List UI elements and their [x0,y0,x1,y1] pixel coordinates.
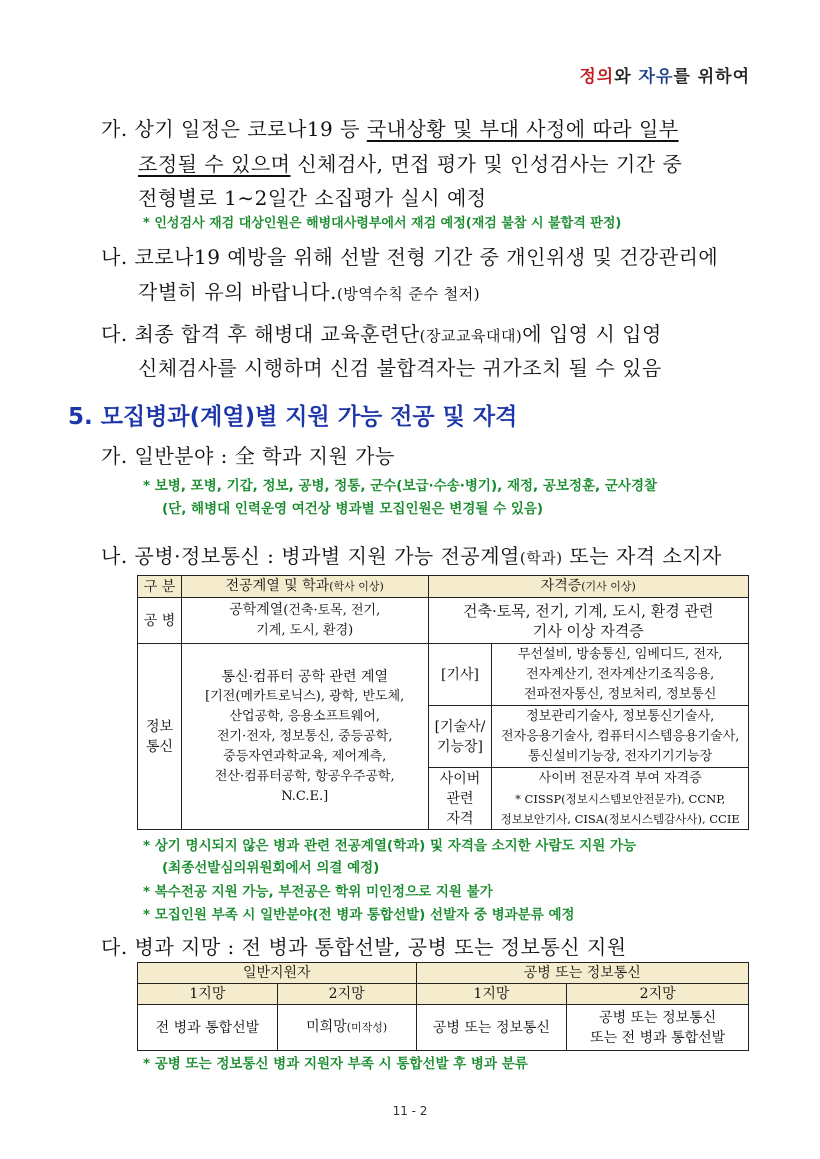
section5-da: 다. 병과 지망 : 전 병과 통합선발, 공병 또는 정보통신 지원 [101,935,627,959]
section5-na-note3: * 모집인원 부족 시 일반분야(전 병과 통합선발) 선발자 중 병과분류 예정 [143,907,575,923]
subheader-choice2-general: 2지망 [277,984,416,1005]
table-row-engineer [138,598,749,644]
section5-da-note: * 공병 또는 정보통신 병과 지원자 부족 시 통합선발 후 병과 분류 [143,1056,528,1072]
note-ga-line3: 전형별로 1∼2일간 소집평가 실시 예정 [138,186,487,210]
value-choice1-general: 전 병과 통합선발 [138,1005,278,1051]
choice-value-row [138,1005,749,1051]
branch-choice-table [137,962,749,1051]
value-choice2-general: 미희망(미작성) [277,1005,416,1051]
note-da-line2: 신체검사를 시행하며 신검 불합격자는 귀가조치 될 수 있음 [138,356,662,380]
section5-title: 5. 모집병과(계열)별 지원 가능 전공 및 자격 [68,404,518,430]
choice-header-row [138,963,749,984]
header-division: 구 분 [138,576,182,598]
gisa-label: [기사] [428,644,492,706]
header-major: 전공계열 및 학과(학사 이상) [181,576,428,598]
row-label-engineer: 공 병 [138,598,182,644]
table-header-row [138,576,749,598]
subheader-choice2-eng: 2지망 [567,984,749,1005]
section5-ga-note2: (단, 해병대 인력운영 여건상 병과별 모집인원은 변경될 수 있음) [162,501,544,517]
gisulsa-label: [기술사/ 기능장] [428,706,492,768]
value-choice1-eng: 공병 또는 정보통신 [416,1005,567,1051]
note-na-line2: 각별히 유의 바랍니다.(방역수칙 준수 철저) [138,280,481,304]
section5-ga-note1: * 보병, 포병, 기갑, 정보, 공병, 정통, 군수(보급·수송·병기), 재정, 공보정훈, 군사경찰 [143,478,658,494]
section5-na-note1: * 상기 명시되지 않은 병과 관련 전공계열(학과) 및 자격을 소지한 사람도 지원 가능 [143,838,637,854]
page-number: 11 - 2 [392,1104,428,1118]
gisa-list: 무선설비, 방송통신, 임베디드, 전자, 전자계산기, 전자계산기조직응용, 전파전자통신, 정보처리, 정보통신 [492,644,749,706]
note-da-line1: 다. 최종 합격 후 해병대 교육훈련단(장교교육대대)에 입영 시 입영 [101,322,662,346]
subheader-choice1-eng: 1지망 [416,984,567,1005]
section5-na-note1b: (최종선발심의위원회에서 의결 예정) [162,860,380,876]
header-eng-ict: 공병 또는 정보통신 [416,963,748,984]
note-ga-footnote: * 인성검사 재검 대상인원은 해병대사령부에서 재검 예정(재검 불참 시 불합격 판정) [143,216,622,231]
header-general: 일반지원자 [138,963,417,984]
major-qualification-table [137,575,749,830]
section5-na-note2: * 복수전공 지원 가능, 부전공은 학위 미인정으로 지원 불가 [143,884,493,900]
header-cert: 자격증(기사 이상) [428,576,748,598]
row-label-ict: 정보 통신 [138,644,182,830]
choice-subheader-row [138,984,749,1005]
note-na-line1: 나. 코로나19 예방을 위해 선발 전형 기간 중 개인위생 및 건강관리에 [101,245,719,269]
note-ga-line2: 조정될 수 있으며 신체검사, 면접 평가 및 인성검사는 기간 중 [138,152,683,176]
table-row-ict-gisa [138,644,749,706]
value-choice2-eng: 공병 또는 정보통신 또는 전 병과 통합선발 [567,1005,749,1051]
section5-ga: 가. 일반분야 : 全 학과 지원 가능 [101,444,395,468]
ict-major: 통신·컴퓨터 공학 관련 계열 [기전(메카트로닉스), 광학, 반도체, 산업공학, 응용소프트웨어, 전기·전자, 정보통신, 중등공학, 중등자연과학교육, 제어계측, 전산·컴퓨터공학, 항공우주공학, N.C.E.] [181,644,428,830]
section5-na: 나. 공병·정보통신 : 병과별 지원 가능 전공계열(학과) 또는 자격 소지자 [101,544,722,568]
cyber-label: 사이버 관련 자격 [428,768,492,830]
subheader-choice1-general: 1지망 [138,984,278,1005]
engineer-major: 공학계열(건축·토목, 전기, 기계, 도시, 환경) [181,598,428,644]
cyber-list: 사이버 전문자격 부여 자격증 * CISSP(정보시스템보안전문가), CCNP, 정보보안기사, CISA(정보시스템감사사), CCIE [492,768,749,830]
header-slogan: 정의와 자유를 위하여 [579,67,750,87]
engineer-cert: 건축·토목, 전기, 기계, 도시, 환경 관련 기사 이상 자격증 [428,598,748,644]
gisulsa-list: 정보관리기술사, 정보통신기술사, 전자응용기술사, 컴퓨터시스템응용기술사, 통신설비기능장, 전자기기기능장 [492,706,749,768]
note-ga-line1: 가. 상기 일정은 코로나19 등 국내상황 및 부대 사정에 따라 일부 [101,117,679,141]
